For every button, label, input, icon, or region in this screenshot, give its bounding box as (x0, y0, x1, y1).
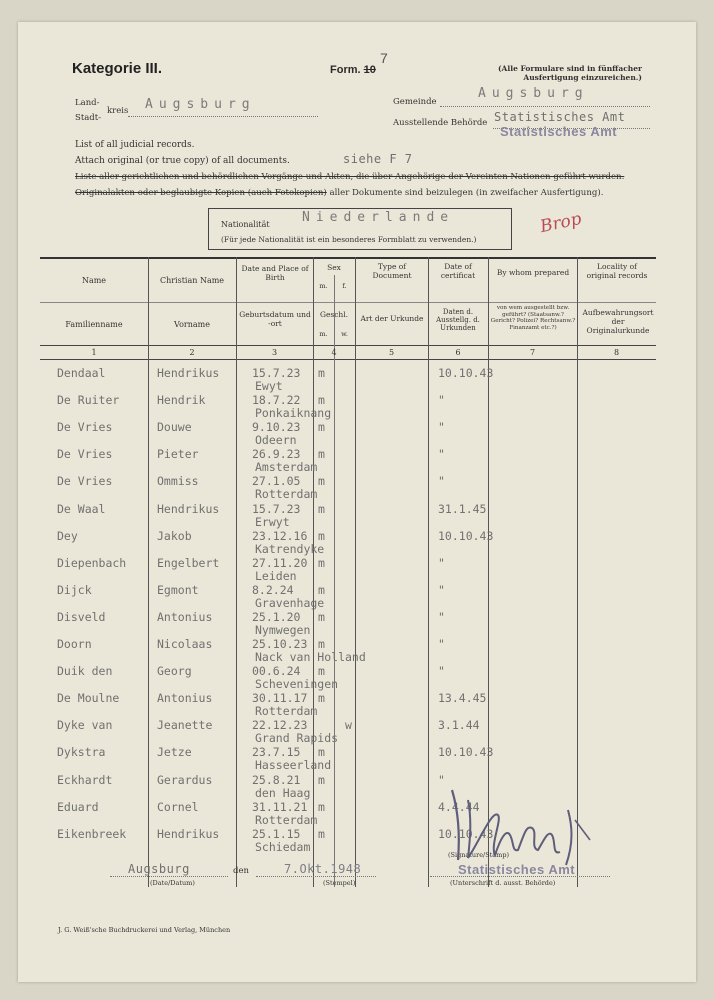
col4-num: 4 (331, 348, 337, 357)
cell-birth-date: 25.1.15 (252, 826, 301, 841)
cell-first-name: Jakob (157, 528, 192, 543)
col4-f-en: f. (342, 282, 347, 290)
cell-first-name: Ommiss (157, 474, 199, 489)
instruction-line-3: Liste aller gerichtlichen und behördlichen Vorgänge und Akten, die über Angehörige der Vereinten Nationen geführt wurden. (75, 172, 625, 182)
cell-name: Dendaal (57, 366, 106, 380)
cell-name: Duik den (57, 664, 113, 679)
col-line-sex-split (334, 275, 335, 887)
cell-name: Dyke van (57, 718, 113, 733)
cell-sex: m (318, 637, 325, 651)
cell-birth-date: 30.11.17 (252, 691, 308, 706)
cell-name: Dijck (57, 582, 92, 597)
cell-certificate-date: " (438, 447, 445, 462)
cell-sex: m (318, 582, 325, 597)
gemeinde-label: Gemeinde (393, 97, 437, 107)
handwritten-mark: Brop (538, 208, 584, 238)
cell-certificate-date: " (438, 609, 445, 624)
col4-w-de: w. (341, 330, 348, 338)
cell-first-name: Egmont (157, 582, 199, 597)
cell-first-name: Antonius (157, 609, 213, 624)
nationality-note: (Für jede Nationalität ist ein besonderes Formblatt zu verwenden.) (221, 235, 477, 244)
gemeinde-value: Augsburg (478, 86, 589, 101)
cell-birth-date: 25.10.23 (252, 637, 308, 651)
kreis-label: kreis (107, 106, 129, 116)
cell-birth-date: 27.1.05 (252, 474, 301, 489)
col4-en: Sex (327, 263, 341, 272)
handwritten-signature (440, 780, 600, 870)
cell-sex: m (318, 826, 325, 841)
cell-birth-place: Amsterdam (255, 460, 318, 475)
col6-num: 6 (455, 348, 461, 357)
cell-first-name: Pieter (157, 447, 199, 462)
cell-sex: m (318, 772, 325, 787)
cell-first-name: Gerardus (157, 772, 213, 787)
cell-name: De Vries (57, 474, 113, 489)
col8-de: Aufbewahrungsort der Originalurkunde (582, 308, 654, 335)
cell-sex: m (318, 366, 325, 380)
instruction-line-4: Originalakten oder beglaubigte Kopien (auch Fotokopien) aller Dokumente sind beizulegen (in zweifacher Ausfertigung). (75, 188, 604, 198)
cell-certificate-date: 10.10.43 (438, 528, 494, 543)
cell-birth-place: Leiden (255, 568, 297, 583)
cell-certificate-date: 10.10.43 (438, 745, 494, 760)
footer-place: Augsburg (128, 862, 190, 876)
footer-date: 7.Okt.1948 (284, 862, 362, 876)
cell-name: Disveld (57, 609, 106, 624)
kategorie-title: Kategorie III. (72, 60, 163, 77)
cell-birth-place: Odeern (255, 433, 297, 448)
cell-name: Eduard (57, 799, 99, 814)
cell-birth-place: Hasseerland (255, 758, 332, 773)
cell-sex: m (318, 447, 325, 462)
cell-birth-date: 00.6.24 (252, 664, 301, 679)
col3-de: Geburtsdatum und -ort (239, 310, 311, 328)
cell-birth-place: den Haag (255, 785, 311, 800)
col1-de: Familienname (65, 320, 123, 329)
col8-num: 8 (613, 348, 620, 357)
cell-birth-date: 15.7.23 (252, 366, 301, 380)
cell-sex: m (318, 420, 325, 435)
stadt-label: Stadt- (75, 113, 102, 123)
cell-first-name: Hendrikus (157, 826, 220, 841)
cell-certificate-date: " (438, 420, 445, 435)
cell-certificate-date: 4.4.44 (438, 799, 480, 814)
cell-first-name: Cornel (157, 799, 199, 814)
cell-birth-date: 18.7.22 (252, 393, 301, 408)
col7-num: 7 (529, 348, 536, 357)
cell-birth-place: Erwyt (255, 514, 290, 529)
formular-note: (Alle Formulare sind in fünffacher Ausfertigung einzureichen.) (498, 64, 642, 82)
col7-de: von wem ausgestellt bzw. geführt? (Staatsanw.? Gericht? Polizei? Rechtsanw.? Finanzamt etc.?) (490, 305, 576, 332)
cell-name: De Vries (57, 447, 113, 462)
kreis-underline (128, 116, 318, 117)
cell-certificate-date: 3.1.44 (438, 718, 480, 733)
col2-de: Vorname (174, 320, 210, 329)
nationality-value: Niederlande (302, 210, 455, 225)
footer-den: den (233, 866, 249, 876)
cell-sex: m (318, 664, 325, 679)
footer-signature-label: (Signature/Stamp) (448, 851, 510, 859)
cell-name: De Waal (57, 501, 106, 516)
gemeinde-underline (440, 106, 650, 107)
cell-sex: m (318, 745, 325, 760)
col4-m-de: m. (319, 330, 328, 338)
cell-sex: m (318, 555, 325, 570)
cell-certificate-date: " (438, 474, 445, 489)
cell-first-name: Jeanette (157, 718, 213, 733)
cell-first-name: Hendrikus (157, 366, 220, 380)
table-header-divider (40, 302, 656, 303)
cell-sex: m (318, 528, 325, 543)
cell-name: Dey (57, 528, 78, 543)
cell-birth-date: 9.10.23 (252, 420, 301, 435)
cell-birth-place: Schiedam (255, 839, 311, 854)
footer-stamp: Statistisches Amt (458, 862, 576, 877)
col8-en: Locality of original records (586, 262, 648, 280)
footer-date-line (256, 876, 376, 877)
cell-name: De Moulne (57, 691, 120, 706)
cell-certificate-date: 10.10.43 (438, 366, 494, 380)
col6-en: Date of certificat (440, 262, 476, 280)
col1-en: Name (81, 276, 107, 285)
cell-birth-place: Ponkaiknang (255, 406, 332, 421)
cell-name: Dykstra (57, 745, 106, 760)
cell-certificate-date: " (438, 555, 445, 570)
cell-birth-date: 15.7.23 (252, 501, 301, 516)
col6-de: Daten d. Ausstellg. d. Urkunden (436, 308, 480, 332)
cell-certificate-date: " (438, 772, 445, 787)
cell-birth-place: Rotterdam (255, 812, 318, 827)
cell-sex: m (318, 799, 325, 814)
cell-birth-date: 31.11.21 (252, 799, 308, 814)
cell-first-name: Nicolaas (157, 637, 213, 651)
col7-en: By whom prepared (496, 268, 570, 277)
cell-birth-place: Rotterdam (255, 704, 318, 719)
land-label: Land- (75, 98, 100, 108)
cell-certificate-date: 10.10.43 (438, 826, 494, 841)
footer-stempel-label: (Stempel) (323, 879, 356, 887)
cell-birth-place: Grand Rapids (255, 731, 339, 746)
footer-datum-label: (Date/Datum) (150, 879, 195, 887)
cell-name: De Ruiter (57, 393, 120, 408)
form-label: Form. 10 (330, 64, 376, 76)
col4-m-en: m. (319, 282, 328, 290)
cell-first-name: Douwe (157, 420, 192, 435)
cell-birth-place: Katrendyke (255, 541, 325, 556)
instruction-line-2: Attach original (or true copy) of all documents. (75, 156, 290, 166)
cell-first-name: Jetze (157, 745, 192, 760)
footer-unterschrift-label: (Unterschrift d. ausst. Behörde) (450, 879, 556, 887)
cell-birth-place: Nymwegen (255, 622, 311, 637)
cell-birth-date: 23.12.16 (252, 528, 308, 543)
table-top-border (40, 257, 656, 259)
cell-birth-date: 27.11.20 (252, 555, 308, 570)
cell-first-name: Hendrikus (157, 501, 220, 516)
cell-first-name: Hendrik (157, 393, 206, 408)
cell-certificate-date: " (438, 393, 445, 408)
cell-sex: w (345, 718, 352, 733)
cell-first-name: Georg (157, 664, 192, 679)
col4-de: Geschl. (319, 310, 349, 319)
cell-sex: m (318, 691, 325, 706)
col2-num: 2 (189, 348, 195, 357)
cell-first-name: Antonius (157, 691, 213, 706)
cell-first-name: Engelbert (157, 555, 220, 570)
siehe-note: siehe F 7 (343, 152, 413, 166)
cell-certificate-date: " (438, 582, 445, 597)
behoerde-value-typed: Statistisches Amt (494, 110, 626, 124)
cell-birth-date: 26.9.23 (252, 447, 301, 462)
cell-certificate-date: 13.4.45 (438, 691, 487, 706)
cell-name: Doorn (57, 637, 92, 651)
behoerde-label: Ausstellende Behörde (393, 118, 488, 128)
col5-de: Art der Urkunde (360, 314, 424, 323)
cell-certificate-date: " (438, 637, 445, 651)
cell-name: De Vries (57, 420, 113, 435)
col3-en: Date and Place of Birth (241, 264, 309, 282)
cell-birth-place: Rotterdam (255, 487, 318, 502)
cell-birth-date: 23.7.15 (252, 745, 301, 760)
cell-birth-place: Gravenhage (255, 595, 325, 610)
cell-sex: m (318, 393, 325, 408)
kreis-value: Augsburg (145, 97, 256, 112)
col5-num: 5 (388, 348, 395, 357)
table-header-bottom (40, 345, 656, 346)
footer-place-line (110, 876, 228, 877)
cell-name: Diepenbach (57, 555, 127, 570)
col2-en: Christian Name (159, 276, 225, 285)
footer-signature-line (430, 876, 610, 877)
form-handwritten-number: 7 (380, 50, 388, 66)
col1-num: 1 (91, 348, 97, 357)
cell-birth-date: 25.1.20 (252, 609, 301, 624)
cell-birth-date: 8.2.24 (252, 582, 294, 597)
cell-sex: m (318, 501, 325, 516)
cell-birth-date: 22.12.23 (252, 718, 308, 733)
cell-sex: m (318, 609, 325, 624)
col5-en: Type of Document (372, 262, 412, 280)
nationality-label: Nationalität (221, 220, 270, 229)
cell-name: Eikenbreek (57, 826, 127, 841)
printer-imprint: J. G. Weiß'sche Buchdruckerei und Verlag, München (58, 926, 231, 934)
table-numbers-bottom (40, 359, 656, 360)
cell-birth-place: Scheveningen (255, 677, 339, 692)
col3-num: 3 (271, 348, 278, 357)
cell-birth-place: Ewyt (255, 379, 283, 393)
cell-birth-place: Nack van Holland (255, 650, 366, 664)
cell-sex: m (318, 474, 325, 489)
cell-birth-date: 25.8.21 (252, 772, 301, 787)
instruction-line-1: List of all judicial records. (75, 140, 195, 150)
cell-name: Eckhardt (57, 772, 113, 787)
cell-certificate-date: 31.1.45 (438, 501, 487, 516)
cell-certificate-date: " (438, 664, 445, 679)
behoerde-stamp: Statistisches Amt (500, 124, 618, 139)
